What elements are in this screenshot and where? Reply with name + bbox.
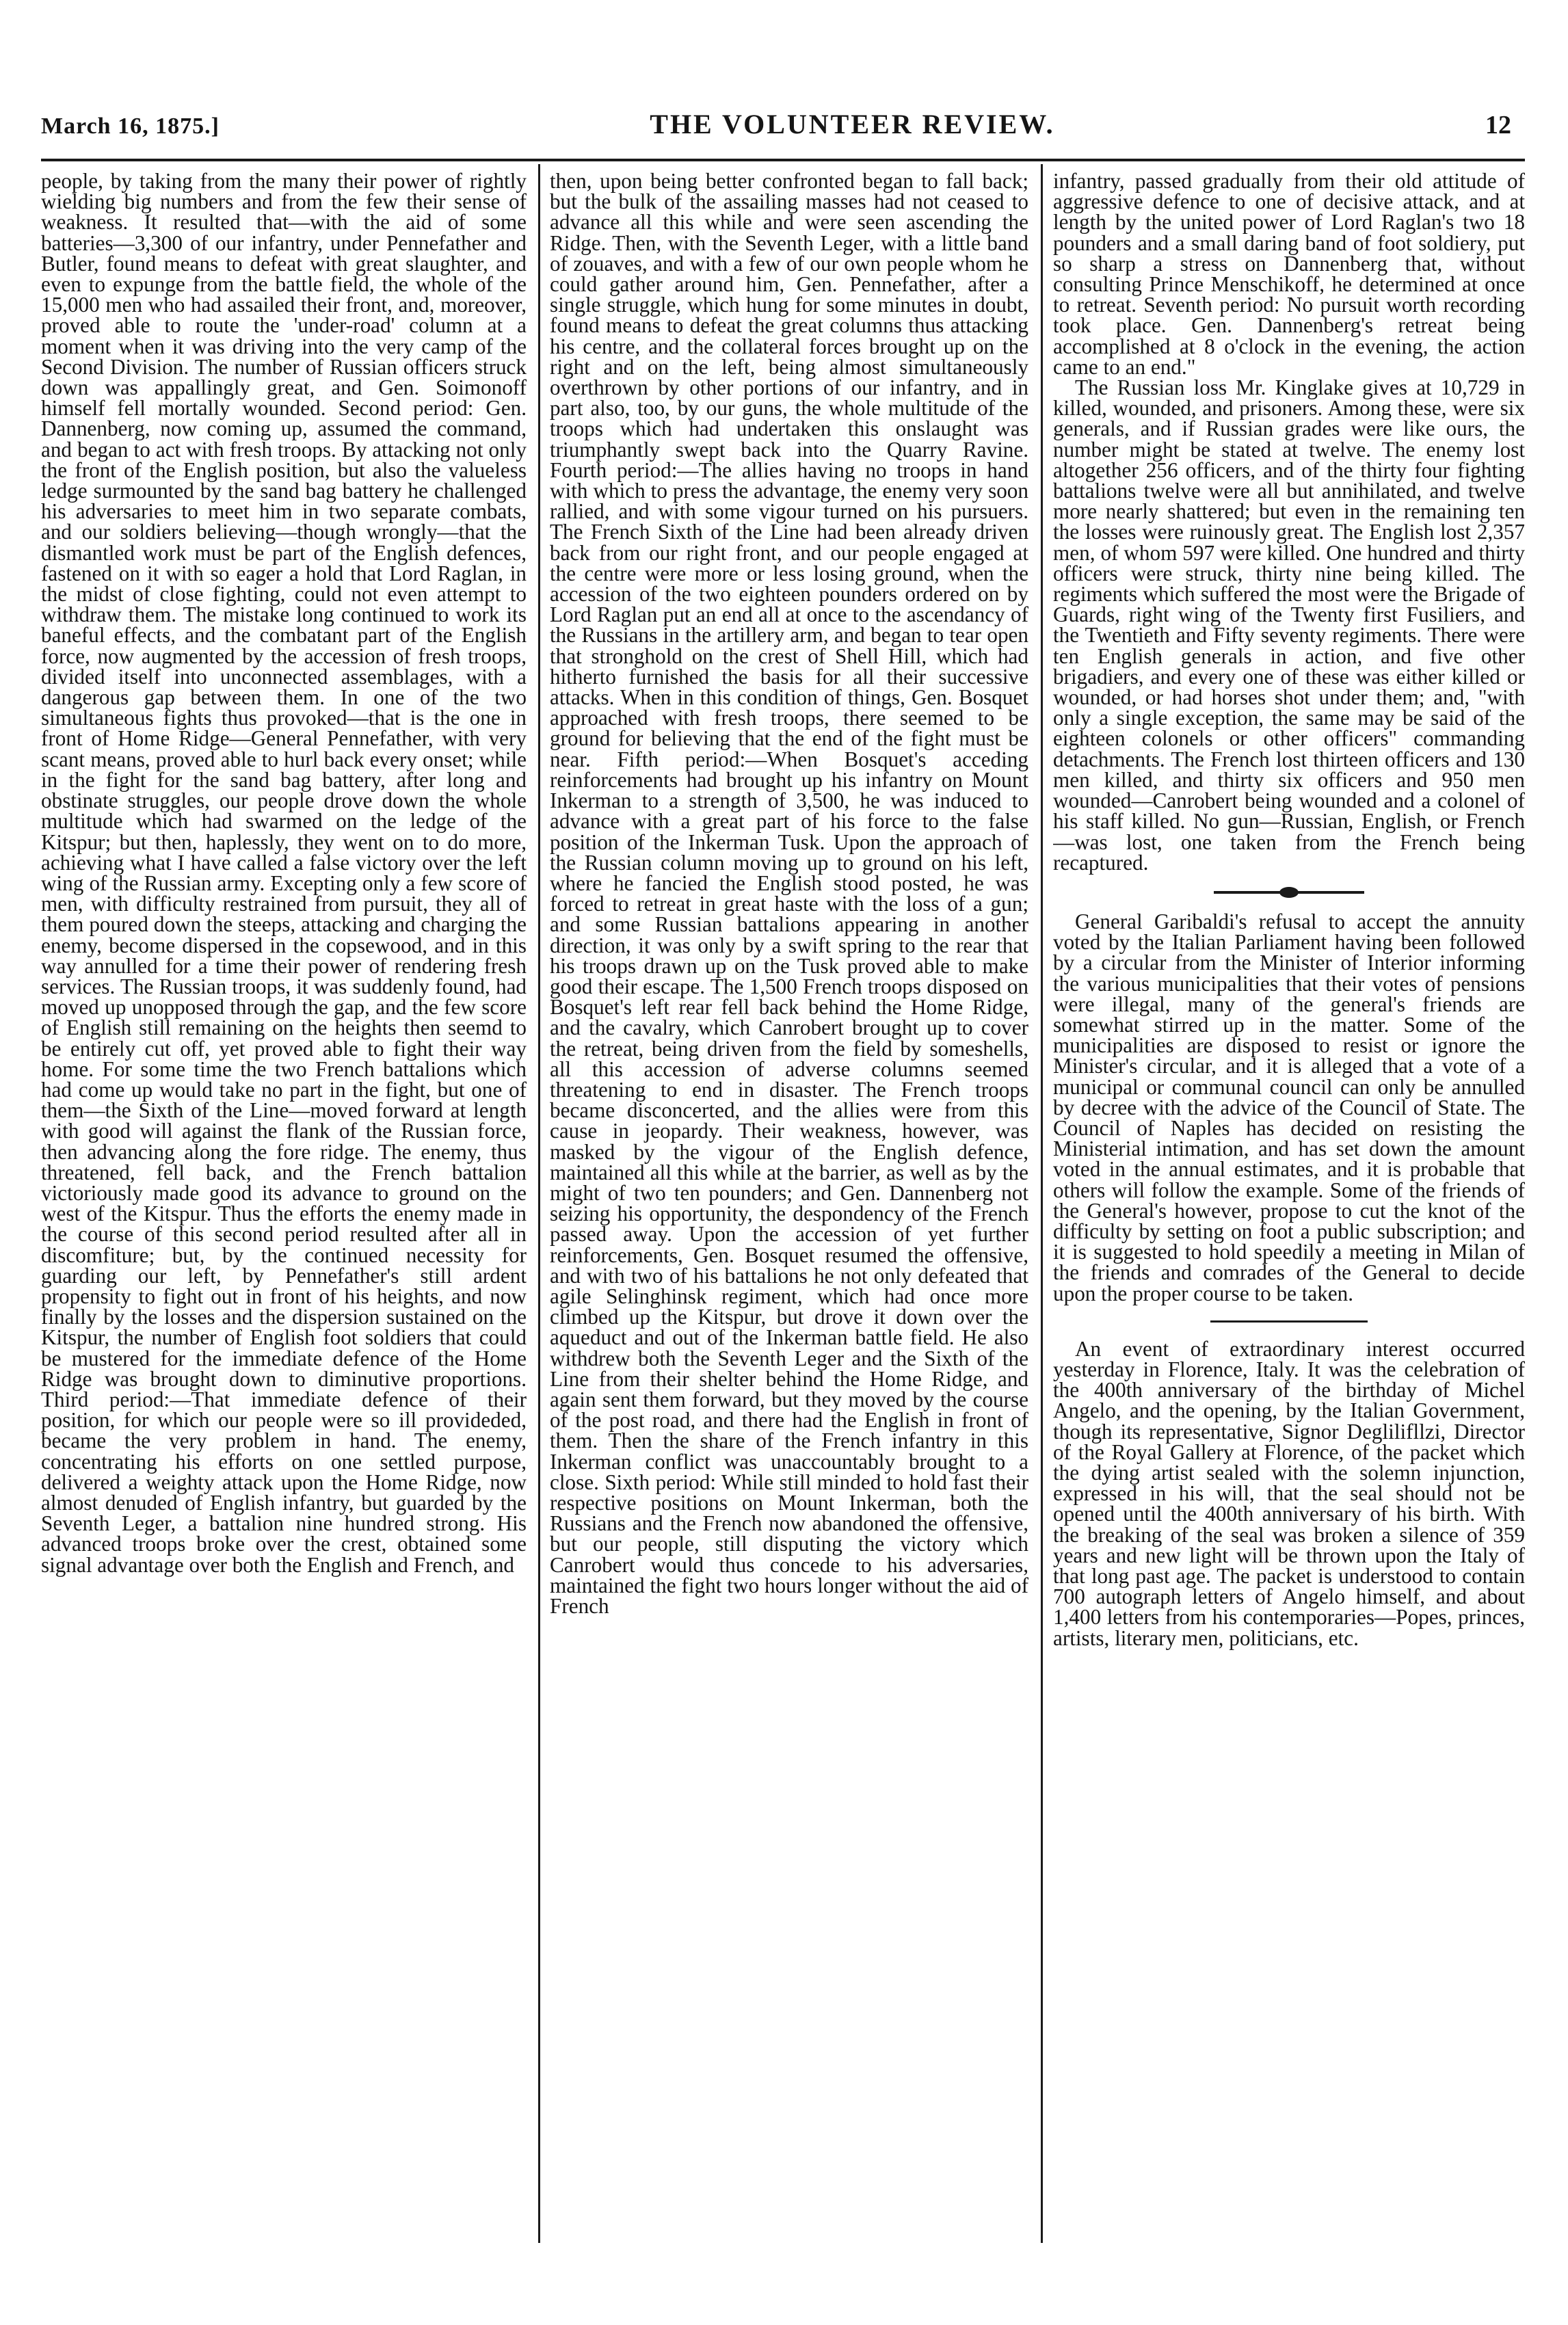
header-page-number: 12 [1485,111,1511,140]
section-divider [1210,1320,1368,1323]
header-date: March 16, 1875.] [41,114,220,139]
column-divider-left [538,164,540,2243]
header-title: THE VOLUNTEER REVIEW. [650,109,1055,140]
michelangelo-article: An event of extraordinary interest occurred yesterday in Florence, Italy. It was the celebration of the 400th anniversary of the birthday of Michel Angelo, and the opening, by the Italian Government, though its representative, Signor Deglilifllzi, Director of the Royal Gallery at Florence, of the packet which the dying artist sealed with the solemn injunction, expressed in his will, that the seal should not be opened until the 400th anniversary of his birth. With the breaking of the seal was broken a silence of 359 years and new light will be thrown upon the Italy of that long past age. The packet is understood to contain 700 autograph letters of Angelo himself, and about 1,400 letters from his contemporaries—Popes, princes, artists, literary men, politicians, etc. [1053,1336,1525,1650]
article-column-2 [550,171,1028,2243]
column-1-text: people, by taking from the many their power of rightly wielding big numbers and from the few their sense of weakness. It resulted that—with the aid of some batteries—3,300 of our infantry, under Pennefather and Butler, found means to defeat with great slaughter, and even to expunge from the battle field, the whole of the 15,000 men who had assailed their front, and, moreover, proved able to route the 'under-road' column at a moment when it was driving into the very camp of the Second Division. The number of Russian officers struck down was appallingly great, and Gen. Soimonoff himself fell mortally wounded. Second period: Gen. Dannenberg, now coming up, assumed the command, and began to act with fresh troops. By attacking not only the front of the English position, but also the valueless ledge surmounted by the sand bag battery he challenged his adversaries to meet him in two separate combats, and our soldiers believing—though wrongly—that the dismantled work must be part of the English defences, fastened on it with so eager a hold that Lord Raglan, in the midst of close fighting, could not even attempt to withdraw them. The mistake long continued to work its baneful effects, and the combatant part of the English force, now augmented by the accession of fresh troops, divided itself into unconnected assemblages, with a dangerous gap between them. In one of the two simultaneous fights thus provoked—that is the one in front of Home Ridge—General Pennefather, with very scant means, proved able to hurl back every onset; while in the fight for the sand bag battery, after long and obstinate struggles, our people drove down the whole multitude which had swarmed on the ledge of the Kitspur; but then, haplessly, they went on to do more, achieving what I have called a false victory over the left wing of the Russian army. Excepting only a few score of men, with difficulty restrained from pursuit, they all of them poured down the steeps, attacking and charging the enemy, become dispersed in the copsewood, and in this way annulled for a time their power of rendering fresh services. The Russian troops, it was suddenly found, had moved up unopposed through the gap, and the few score of English still remaining on the heights then seemd to be entirely cut off, yet proved able to fight their way home. For some time the two French battalions which had come up would take no part in the fight, but one of them—the Sixth of the Line—moved forward at length with good will against the flank of the Russian force, then advancing along the fore ridge. The enemy, thus threatened, fell back, and the French battalion victoriously made good its advance to ground on the west of the Kitspur. Thus the efforts the enemy made in the course of this second period resulted after all in discomfiture; but, by the continued necessity for guarding our left, by Pennefather's still ardent propensity to fight out in front of his heights, and now finally by the losses and the dispersion sustained on the Kitspur, the number of English foot soldiers that could be mustered for the immediate defence of the Home Ridge was brought down to diminutive proportions. Third period:—That immediate defence of their position, for which our people were so ill provideded, became the very problem in hand. The enemy, concentrating his efforts on one settled purpose, delivered a weighty attack upon the Home Ridge, now almost denuded of English infantry, but guarded by the Seventh Leger, a battalion nine hundred strong. His advanced troops broke over the crest, obtained some signal advantage over both the English and French, and [41,171,527,1577]
page-header [41,108,1511,149]
ornamental-divider [1214,891,1364,894]
article-column-1 [41,171,527,2243]
column-2-text: then, upon being better confronted began to fall back; but the bulk of the assailing masses had not ceased to advance all this while and were seen ascending the Ridge. Then, with the Seventh Leger, with a little band of zouaves, and with a few of our own people whom he could gather around him, Gen. Pennefather, after a single struggle, which hung for some minutes in doubt, found means to defeat the great columns thus attacking his centre, and the collateral forces brought up on the right and on the left, being almost simultaneously overthrown by other portions of our infantry, and in part also, too, by our guns, the whole multitude of the troops which had undertaken this onslaught was triumphantly swept back into the Quarry Ravine. Fourth period:—The allies having no troops in hand with which to press the advantage, the enemy very soon rallied, and with some vigour turned on his pursuers. The French Sixth of the Line had been already driven back from our right front, and our people engaged at the centre were more or less losing ground, when the accession of the two eighteen pounders ordered on by Lord Raglan put an end all at once to the ascendancy of the Russians in the artillery arm, and began to tear open that stronghold on the crest of Shell Hill, which had hitherto furnished the basis for all their successive attacks. When in this condition of things, Gen. Bosquet approached with fresh troops, there seemed to be ground for believing that the end of the fight must be near. Fifth period:—When Bosquet's acceding reinforcements had brought up his infantry on Mount Inkerman to a strength of 3,500, he was induced to advance with a great part of his force to the false position of the Inkerman Tusk. Upon the approach of the Russian column moving up to ground on his left, where he fancied the English stood posted, he was forced to retreat in great haste with the loss of a gun; and some Russian battalions appearing in another direction, it was only by a swift spring to the rear that his troops drawn up on the Tusk proved able to make good their escape. The 1,500 French troops disposed on Bosquet's left rear fell back behind the Home Ridge, and the cavalry, which Canrobert brought up to cover the retreat, being driven from the field by someshells, all this accession of adverse columns seemed threatening to end in disaster. The French troops became disconcerted, and the allies were from this cause in jeopardy. Their weakness, however, was masked by the vigour of the English defence, maintained all this while at the barrier, as well as by the might of two ten pounders; and Gen. Dannenberg not seizing his opportunity, the despondency of the French passed away. Upon the accession of yet further reinforcements, Gen. Bosquet resumed the offensive, and with two of his battalions he not only defeated that agile Selinghinsk regiment, which had once more climbed up the Kitspur, but drove it down over the aqueduct and out of the Inkerman battle field. He also withdrew both the Seventh Leger and the Sixth of the Line from their shelter behind the Home Ridge, and again sent them forward, but they moved by the course of the post road, and there had the English in front of them. Then the share of the French infantry in this Inkerman conflict was unaccountably brought to a close. Sixth period: While still minded to hold fast their respective positions on Mount Inkerman, both the Russians and the French now abandoned the offensive, but our people, still disputing the victory which Canrobert would thus concede to his adversaries, maintained the fight two hours longer without the aid of French [550,171,1028,1619]
header-rule [41,159,1525,161]
column-3-paragraph-1: infantry, passed gradually from their old attitude of aggressive defence to one of decisive attack, and at length by the united power of Lord Raglan's two 18 pounders and a small daring band of foot soldiery, put so sharp a stress on Dannenberg that, without consulting Prince Menschikoff, he determined at once to retreat. Seventh period: No pursuit worth recording took place. Gen. Dannenberg's retreat being accomplished at 8 o'clock in the evening, the action came to an end." [1053,171,1525,379]
article-column-3 [1053,171,1525,2243]
column-3-paragraph-2: The Russian loss Mr. Kinglake gives at 10,729 in killed, wounded, and prisoners. Among these, were six generals, and if Russian grades were like ours, the number might be stated at twelve. The enemy lost altogether 256 officers, and of the thirty four fighting battalions twelve were all but annihilated, and twelve more nearly shattered; but even in the remaining ten the losses were ruinously great. The English lost 2,357 men, of whom 597 were killed. One hundred and thirty officers were struck, thirty nine being killed. The regiments which suffered the most were the Brigade of Guards, right wing of the Twenty first Fusiliers, and the Twentieth and Fifty seventy regiments. There were ten English generals in action, and five other brigadiers, and every one of these was either killed or wounded, or had horses shot under them; and, "with only a single exception, the same may be said of the eighteen colonels or other officers" commanding detachments. The French lost thirteen officers and 130 men killed, and thirty six officers and 950 men wounded—Canrobert being wounded and a colonel of his staff killed. No gun—Russian, English, or French—was lost, one taken from the French being recaptured. [1053,375,1525,875]
column-divider-right [1041,164,1043,2243]
garibaldi-article: General Garibaldi's refusal to accept the annuity voted by the Italian Parliament having been followed by a circular from the Minister of Interior informing the various municipalities that their votes of pensions were illegal, many of the general's friends are somewhat stirred up in the matter. Some of the municipalities are disposed to resist or ignore the Minister's circular, and it is alleged that a vote of a municipal or communal council can only be annulled by decree with the advice of the Council of State. The Council of Naples has decided on resisting the Ministerial intimation, and has set down the amount voted in the annual estimates, and it is probable that others will follow the example. Some of the friends of the General's however, propose to cut the knot of the difficulty by setting on foot a public subscription; and it is suggested to hold speedily a meeting in Milan of the friends and comrades of the General to decide upon the proper course to be taken. [1053,909,1525,1305]
